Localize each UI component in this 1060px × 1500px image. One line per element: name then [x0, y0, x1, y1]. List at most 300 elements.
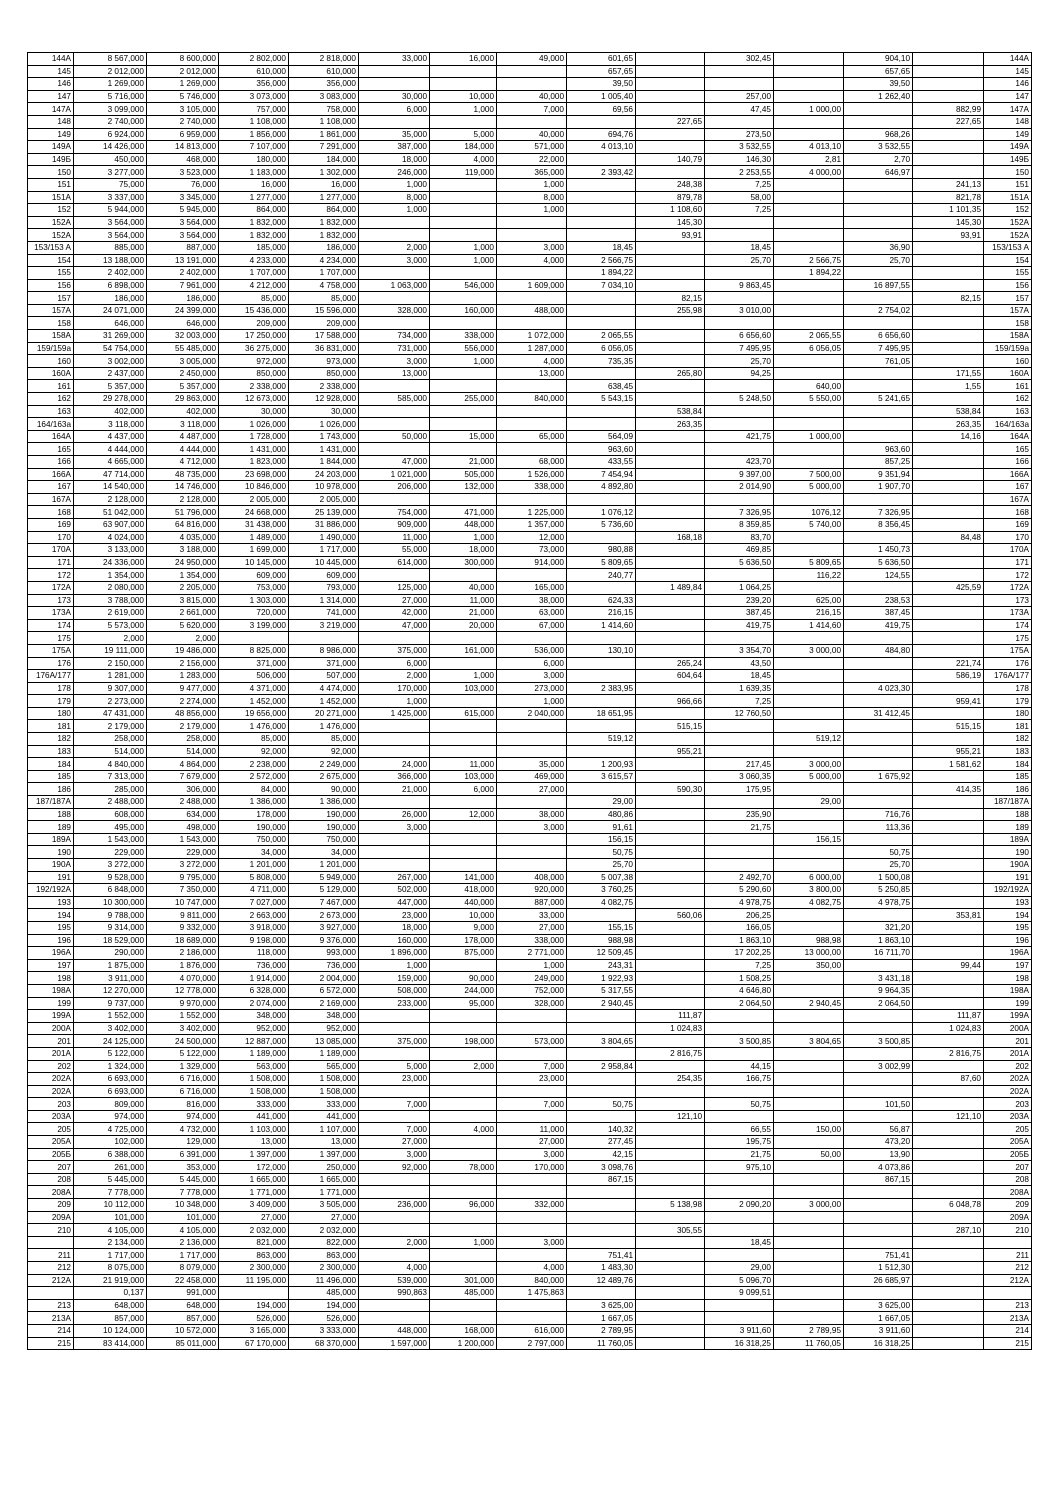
table-cell: 14,16 — [913, 430, 984, 443]
table-cell: 10 572,000 — [147, 1324, 219, 1337]
table-cell — [913, 65, 984, 78]
table-cell — [913, 53, 984, 66]
table-cell: 328,000 — [359, 304, 430, 317]
table-cell: 273,50 — [705, 128, 774, 141]
table-cell: 213A — [984, 1312, 1032, 1325]
table-cell: 209 — [984, 1199, 1032, 1212]
table-cell: 955,21 — [913, 745, 984, 758]
table-cell: 83,70 — [705, 531, 774, 544]
table-cell — [705, 833, 774, 846]
table-cell: 3 431,18 — [844, 972, 913, 985]
table-cell — [636, 443, 705, 456]
table-cell: 90,000 — [430, 972, 497, 985]
table-cell: 29,00 — [567, 796, 636, 809]
table-cell: 50,75 — [705, 1098, 774, 1111]
table-cell — [430, 1312, 497, 1325]
table-cell: 150 — [984, 166, 1032, 179]
table-cell: 1 832,000 — [219, 216, 289, 229]
table-cell — [567, 418, 636, 431]
table-cell — [774, 367, 844, 380]
table-row — [28, 632, 1032, 645]
table-cell: 30,000 — [359, 90, 430, 103]
table-cell: 159,000 — [359, 972, 430, 985]
table-cell: 822,000 — [289, 1236, 359, 1249]
table-cell: 7 500,00 — [774, 468, 844, 481]
table-cell: 515,15 — [913, 720, 984, 733]
table-cell: 7 778,000 — [74, 1186, 147, 1199]
table-cell: 9,000 — [430, 921, 497, 934]
table-row — [28, 859, 1032, 872]
table-row — [28, 1199, 1032, 1212]
table-cell — [913, 846, 984, 859]
table-cell: 433,55 — [567, 456, 636, 469]
table-cell: 236,000 — [359, 1199, 430, 1212]
table-cell — [913, 355, 984, 368]
table-cell: 2 238,000 — [219, 758, 289, 771]
table-cell: 27,000 — [497, 783, 567, 796]
table-cell — [636, 1299, 705, 1312]
table-cell: 195 — [984, 921, 1032, 934]
table-cell: 213 — [28, 1299, 74, 1312]
table-cell: 1 675,92 — [844, 770, 913, 783]
table-cell — [497, 380, 567, 393]
table-cell — [359, 443, 430, 456]
table-cell: 13,90 — [844, 1148, 913, 1161]
table-cell: 1 508,000 — [289, 1085, 359, 1098]
table-cell: 793,000 — [289, 581, 359, 594]
table-cell: 539,000 — [359, 1274, 430, 1287]
table-cell: 8 079,000 — [147, 1262, 219, 1275]
table-cell: 538,84 — [913, 405, 984, 418]
table-cell: 2 572,000 — [219, 770, 289, 783]
table-cell: 2 797,000 — [497, 1337, 567, 1350]
table-cell — [913, 342, 984, 355]
table-cell: 10 846,000 — [219, 481, 289, 494]
table-cell: 3 625,00 — [567, 1299, 636, 1312]
table-cell: 1 357,000 — [497, 518, 567, 531]
table-cell — [913, 1035, 984, 1048]
table-cell — [497, 859, 567, 872]
table-cell: 101,50 — [844, 1098, 913, 1111]
table-cell — [844, 1110, 913, 1123]
table-cell: 371,000 — [289, 657, 359, 670]
data-table — [27, 52, 1032, 1350]
table-cell — [705, 292, 774, 305]
table-cell — [567, 1047, 636, 1060]
table-cell: 4 105,000 — [147, 1224, 219, 1237]
table-cell — [705, 1224, 774, 1237]
table-cell: 850,000 — [219, 367, 289, 380]
table-cell: 306,000 — [147, 783, 219, 796]
table-cell: 5 736,60 — [567, 518, 636, 531]
table-cell: 4 212,000 — [219, 279, 289, 292]
table-cell — [289, 632, 359, 645]
table-cell: 1 717,000 — [289, 544, 359, 557]
table-cell: 277,45 — [567, 1136, 636, 1149]
table-cell — [636, 644, 705, 657]
table-cell: 38,000 — [497, 808, 567, 821]
table-cell: 508,000 — [359, 984, 430, 997]
table-cell: 821,78 — [913, 191, 984, 204]
table-cell: 3 118,000 — [74, 418, 147, 431]
table-cell: 864,000 — [219, 204, 289, 217]
table-cell — [497, 1211, 567, 1224]
table-cell: 864,000 — [289, 204, 359, 217]
table-cell — [913, 1123, 984, 1136]
table-cell — [359, 1224, 430, 1237]
table-cell — [430, 493, 497, 506]
table-cell: 145 — [984, 65, 1032, 78]
table-cell — [28, 1236, 74, 1249]
table-cell: 7,000 — [497, 103, 567, 116]
table-cell — [913, 859, 984, 872]
table-cell: 506,000 — [219, 670, 289, 683]
table-row — [28, 997, 1032, 1010]
table-cell: 249,000 — [497, 972, 567, 985]
table-cell: 1 508,000 — [219, 1085, 289, 1098]
table-cell — [359, 65, 430, 78]
table-cell: 5 746,000 — [147, 90, 219, 103]
table-cell: 338,000 — [497, 934, 567, 947]
table-cell: 7 034,10 — [567, 279, 636, 292]
table-cell: 3 760,25 — [567, 884, 636, 897]
table-row — [28, 607, 1032, 620]
table-cell: 485,000 — [289, 1287, 359, 1300]
table-cell — [705, 569, 774, 582]
table-cell: 7,000 — [497, 1098, 567, 1111]
table-cell: 16,000 — [289, 178, 359, 191]
table-cell — [913, 153, 984, 166]
table-cell: 1 450,73 — [844, 544, 913, 557]
table-cell: 1 281,000 — [74, 670, 147, 683]
table-cell — [844, 191, 913, 204]
table-cell — [705, 1110, 774, 1123]
table-cell — [567, 1110, 636, 1123]
table-cell — [844, 418, 913, 431]
table-cell: 7 027,000 — [219, 896, 289, 909]
table-cell — [774, 128, 844, 141]
table-cell: 180 — [28, 707, 74, 720]
table-cell: 2 402,000 — [74, 267, 147, 280]
table-cell: 254,35 — [636, 1073, 705, 1086]
table-cell: 1,000 — [430, 355, 497, 368]
table-cell: 19 486,000 — [147, 644, 219, 657]
table-cell — [705, 78, 774, 91]
table-cell: 3 911,000 — [74, 972, 147, 985]
table-row — [28, 1236, 1032, 1249]
table-cell — [913, 1274, 984, 1287]
table-cell: 23,000 — [497, 1073, 567, 1086]
table-row — [28, 1211, 1032, 1224]
table-cell: 4 712,000 — [147, 456, 219, 469]
table-cell — [430, 569, 497, 582]
table-cell: 168,18 — [636, 531, 705, 544]
table-cell — [636, 859, 705, 872]
table-cell: 186,000 — [289, 241, 359, 254]
table-cell: 15,000 — [430, 430, 497, 443]
table-cell: 920,000 — [497, 884, 567, 897]
table-cell: 29,00 — [774, 796, 844, 809]
table-cell: 4 758,000 — [289, 279, 359, 292]
table-cell — [636, 481, 705, 494]
table-cell — [359, 796, 430, 809]
table-cell — [774, 984, 844, 997]
table-cell: 22,000 — [497, 153, 567, 166]
table-cell: 4 105,000 — [74, 1224, 147, 1237]
table-cell — [359, 380, 430, 393]
table-cell: 716,76 — [844, 808, 913, 821]
table-cell: 167A — [984, 493, 1032, 506]
table-cell: 694,76 — [567, 128, 636, 141]
table-cell: 7 961,000 — [147, 279, 219, 292]
table-cell: 1,000 — [497, 204, 567, 217]
table-cell: 184,000 — [289, 153, 359, 166]
table-cell: 189A — [28, 833, 74, 846]
table-cell — [567, 1010, 636, 1023]
table-cell: 33,000 — [497, 909, 567, 922]
table-cell — [913, 317, 984, 330]
table-cell: 480,86 — [567, 808, 636, 821]
table-cell — [430, 1262, 497, 1275]
table-cell: 348,000 — [219, 1010, 289, 1023]
table-cell: 25,70 — [705, 254, 774, 267]
table-cell: 29,00 — [705, 1262, 774, 1275]
table-cell: 3,000 — [359, 821, 430, 834]
table-cell: 208 — [984, 1173, 1032, 1186]
table-cell: 42,000 — [359, 607, 430, 620]
table-cell: 176 — [984, 657, 1032, 670]
table-cell: 3 564,000 — [147, 229, 219, 242]
table-cell: 371,000 — [219, 657, 289, 670]
table-cell: 157A — [28, 304, 74, 317]
table-cell — [359, 1249, 430, 1262]
table-cell — [567, 909, 636, 922]
table-cell: 2,70 — [844, 153, 913, 166]
table-cell — [913, 468, 984, 481]
table-cell: 2 816,75 — [636, 1047, 705, 1060]
table-cell: 10 445,000 — [289, 556, 359, 569]
table-cell: 239,20 — [705, 594, 774, 607]
table-cell — [636, 770, 705, 783]
table-cell: 5 809,65 — [567, 556, 636, 569]
table-row — [28, 959, 1032, 972]
table-cell: 258,000 — [74, 733, 147, 746]
table-cell — [844, 493, 913, 506]
table-cell: 2,000 — [430, 1060, 497, 1073]
table-cell: 148 — [28, 115, 74, 128]
table-cell: 14 540,000 — [74, 481, 147, 494]
table-cell — [636, 380, 705, 393]
table-cell: 9 795,000 — [147, 871, 219, 884]
table-cell: 13 000,00 — [774, 947, 844, 960]
table-cell: 2 437,000 — [74, 367, 147, 380]
table-cell — [636, 254, 705, 267]
table-cell: 165,000 — [497, 581, 567, 594]
table-cell: 164A — [28, 430, 74, 443]
table-cell: 863,000 — [289, 1249, 359, 1262]
table-cell: 203A — [28, 1110, 74, 1123]
table-cell — [774, 1136, 844, 1149]
table-cell — [219, 632, 289, 645]
table-cell: 4 082,75 — [774, 896, 844, 909]
table-cell: 8 356,45 — [844, 518, 913, 531]
table-cell — [359, 1010, 430, 1023]
table-cell: 974,000 — [74, 1110, 147, 1123]
table-cell: 7 326,95 — [844, 506, 913, 519]
table-cell — [774, 456, 844, 469]
table-cell: 166 — [28, 456, 74, 469]
table-cell — [636, 166, 705, 179]
table-cell — [844, 115, 913, 128]
table-cell — [913, 1173, 984, 1186]
table-cell — [430, 1022, 497, 1035]
table-cell — [567, 115, 636, 128]
table-cell: 1 832,000 — [289, 216, 359, 229]
table-cell: 2 802,000 — [219, 53, 289, 66]
table-cell: 9 099,51 — [705, 1287, 774, 1300]
table-cell: 154 — [28, 254, 74, 267]
table-cell: 450,000 — [74, 153, 147, 166]
table-cell — [430, 317, 497, 330]
table-cell — [705, 317, 774, 330]
table-cell: 227,65 — [913, 115, 984, 128]
table-cell: 10 145,000 — [219, 556, 289, 569]
table-cell — [430, 1110, 497, 1123]
table-cell — [497, 1173, 567, 1186]
table-cell — [774, 1211, 844, 1224]
table-cell: 90,000 — [289, 783, 359, 796]
table-cell — [705, 115, 774, 128]
table-cell: 63,000 — [497, 607, 567, 620]
table-cell: 83 414,000 — [74, 1337, 147, 1350]
table-cell: 7,000 — [359, 1098, 430, 1111]
table-cell — [636, 1186, 705, 1199]
table-cell — [636, 556, 705, 569]
table-cell — [359, 418, 430, 431]
table-cell: 9 332,000 — [147, 921, 219, 934]
table-cell: 2 186,000 — [147, 947, 219, 960]
table-cell: 1 717,000 — [74, 1249, 147, 1262]
table-cell: 1 397,000 — [289, 1148, 359, 1161]
table-cell: 26,000 — [359, 808, 430, 821]
table-cell: 914,000 — [497, 556, 567, 569]
table-cell: 3 500,85 — [844, 1035, 913, 1048]
table-cell: 167A — [28, 493, 74, 506]
table-cell — [430, 1098, 497, 1111]
table-cell: 1,000 — [430, 531, 497, 544]
table-cell: 328,000 — [497, 997, 567, 1010]
table-cell: 7 313,000 — [74, 770, 147, 783]
table-cell — [636, 1249, 705, 1262]
table-cell: 146 — [28, 78, 74, 91]
table-cell — [844, 292, 913, 305]
table-cell: 188 — [984, 808, 1032, 821]
table-cell: 101,000 — [147, 1211, 219, 1224]
table-cell: 212 — [28, 1262, 74, 1275]
table-cell: 176A/177 — [984, 670, 1032, 683]
table-cell — [844, 1211, 913, 1224]
table-cell: 3 800,00 — [774, 884, 844, 897]
table-cell: 8 359,85 — [705, 518, 774, 531]
table-cell — [567, 695, 636, 708]
table-cell: 7 326,95 — [705, 506, 774, 519]
table-cell — [567, 229, 636, 242]
table-cell: 170A — [28, 544, 74, 557]
table-cell — [567, 1211, 636, 1224]
table-cell: 93,91 — [913, 229, 984, 242]
table-cell: 31 412,45 — [844, 707, 913, 720]
table-row — [28, 1098, 1032, 1111]
table-cell: 76,000 — [147, 178, 219, 191]
table-cell: 164A — [984, 430, 1032, 443]
table-cell — [636, 984, 705, 997]
table-cell: 473,20 — [844, 1136, 913, 1149]
table-cell: 1 329,000 — [147, 1060, 219, 1073]
table-cell — [913, 796, 984, 809]
table-cell: 526,000 — [219, 1312, 289, 1325]
table-cell: 196A — [984, 947, 1032, 960]
table-cell — [705, 632, 774, 645]
table-cell — [359, 833, 430, 846]
table-cell: 103,000 — [430, 682, 497, 695]
table-cell: 963,60 — [567, 443, 636, 456]
table-cell: 171,55 — [913, 367, 984, 380]
table-row — [28, 166, 1032, 179]
table-cell: 290,000 — [74, 947, 147, 960]
table-cell: 179 — [984, 695, 1032, 708]
table-cell: 24,000 — [359, 758, 430, 771]
table-cell: 195,75 — [705, 1136, 774, 1149]
table-cell: 192/192A — [28, 884, 74, 897]
table-cell: 202 — [28, 1060, 74, 1073]
table-cell: 2 205,000 — [147, 581, 219, 594]
table-row — [28, 1035, 1032, 1048]
table-cell — [774, 1299, 844, 1312]
table-cell: 10 124,000 — [74, 1324, 147, 1337]
table-cell: 156,15 — [774, 833, 844, 846]
table-cell: 16 711,70 — [844, 947, 913, 960]
table-cell: 209,000 — [219, 317, 289, 330]
table-cell: 13 188,000 — [74, 254, 147, 267]
table-cell — [913, 644, 984, 657]
table-cell: 2,000 — [359, 670, 430, 683]
table-cell — [430, 733, 497, 746]
table-cell: 12 887,000 — [219, 1035, 289, 1048]
table-cell: 157 — [984, 292, 1032, 305]
table-cell — [913, 128, 984, 141]
table-row — [28, 367, 1032, 380]
table-cell: 1 452,000 — [289, 695, 359, 708]
table-cell — [636, 833, 705, 846]
table-cell: 50,75 — [567, 1098, 636, 1111]
table-row — [28, 418, 1032, 431]
table-cell: 2 816,75 — [913, 1047, 984, 1060]
table-cell: 2 128,000 — [147, 493, 219, 506]
table-cell: 6 716,000 — [147, 1085, 219, 1098]
table-cell: 3 199,000 — [219, 619, 289, 632]
table-cell — [913, 921, 984, 934]
table-cell: 5 550,00 — [774, 393, 844, 406]
table-cell: 485,000 — [430, 1287, 497, 1300]
table-cell: 12 509,45 — [567, 947, 636, 960]
table-cell — [913, 707, 984, 720]
table-cell: 624,33 — [567, 594, 636, 607]
table-cell: 202A — [984, 1085, 1032, 1098]
table-cell — [913, 1148, 984, 1161]
table-cell — [913, 141, 984, 154]
table-cell — [636, 518, 705, 531]
table-cell: 8 825,000 — [219, 644, 289, 657]
